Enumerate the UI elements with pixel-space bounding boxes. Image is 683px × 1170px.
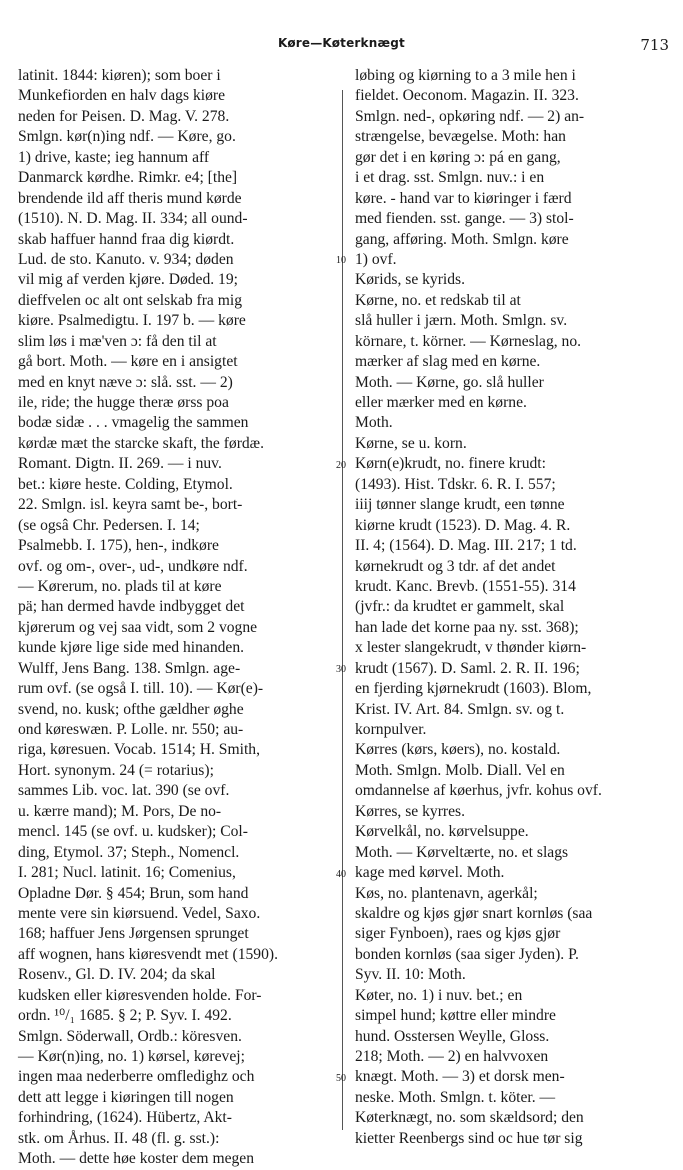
text-line: med fienden. sst. gange. — 3) stol- [355,210,574,228]
text-line: neden for Peisen. D. Mag. V. 278. [18,107,230,125]
line-number: 40 [336,868,346,880]
text-line: Syv. II. 10: Moth. [355,966,466,984]
text-line: Hort. synonym. 24 (= rotarius); [18,761,214,779]
text-line: Moth. — Kørveltærte, no. et slags [355,843,569,861]
text-line: Kørres (kørs, køers), no. kostald. [355,741,561,759]
line-number: 30 [336,664,346,676]
text-line: Kørres, se kyrres. [355,802,465,820]
text-line: ile, ride; the hugge theræ ørss poa [18,394,229,411]
text-line: Kørne, no. et redskab til at [355,291,521,309]
text-line: løbing og kiørning to a 3 mile hen i [355,67,576,84]
text-line: ingen maa nederberre omfledighz och [18,1068,255,1086]
text-line: slå huller i jærn. Moth. Smlgn. sv. [355,312,568,330]
left-column [18,66,336,1170]
line-number: 50 [336,1073,346,1085]
text-line: gå bort. Moth. — køre en i ansigtet [18,353,238,371]
text-line: — Kørerum, no. plads til at køre [18,577,222,595]
text-line: Kørids, se kyrids. [355,271,466,289]
text-line: pä; han dermed havde indbygget det [18,598,245,616]
text-line: kiørne krudt (1523). D. Mag. 4. R. [355,516,571,534]
text-line: bonden kornløs (saa siger Jyden). P. [355,945,579,963]
text-line: Krist. IV. Art. 84. Smlgn. sv. og t. [355,700,565,718]
text-line: kørdæ mæt the starcke skaft, the førdæ. [18,434,264,452]
text-line: omdannelse af køerhus, jvfr. kohus ovf. [355,782,602,800]
text-line: hund. Osstersen Weylle, Gloss. [355,1027,550,1045]
text-line: — Kør(n)ing, no. 1) kørsel, kørevej; [18,1048,245,1065]
text-line: siger Fynboen), raes og kjøs gjør [355,925,561,943]
line-number: 20 [336,459,346,471]
text-line: I. 281; Nucl. latinit. 16; Comenius, [18,864,236,882]
page-header [0,36,683,58]
text-line: kage med kørvel. Moth. [355,864,505,882]
text-line: mencl. 145 (se ovf. u. kudsker); Col- [18,823,248,841]
text-line: Munkefiorden en halv dags kiøre [18,87,225,105]
text-line: Wulff, Jens Bang. 138. Smlgn. age- [18,659,241,677]
text-line: kornpulver. [355,721,427,738]
text-line: Kørne, se u. korn. [355,434,467,452]
text-line: bet.: kiøre heste. Colding, Etymol. [18,475,233,493]
text-line: strængelse, bevægelse. Moth: han [355,128,566,146]
text-line: Smlgn. kør(n)ing ndf. — Køre, go. [18,128,236,146]
text-line: stk. om Århus. II. 48 (fl. g. sst.): [18,1129,220,1147]
text-line: fieldet. Oeconom. Magazin. II. 323. [355,87,579,105]
text-line: x lester slangekrudt, v thønder kiørn- [355,639,587,657]
text-line: Moth. Smlgn. Molb. Diall. Vel en [355,761,565,779]
text-line: Lud. de sto. Kanuto. v. 934; døden [18,250,234,268]
text-line: knægt. Moth. — 3) et dorsk men- [355,1068,565,1086]
text-line: (1493). Hist. Tdskr. 6. R. I. 557; [355,475,556,493]
text-line: Kørn(e)krudt, no. finere krudt: [355,455,546,473]
text-line: Kørvelkål, no. kørvelsuppe. [355,823,529,841]
text-line: gør det i en køring ɔ: pá en gang, [355,148,561,166]
text-line: kunde kjøre lige side med hinanden. [18,639,245,657]
text-line: mærker af slag med en kørne. [355,353,541,371]
text-line: skab haffuer hannd fraa dig kiørdt. [18,230,235,248]
text-line: gang, afføring. Moth. Smlgn. køre [355,230,569,248]
text-line: 168; haffuer Jens Jørgensen sprunget [18,925,249,943]
text-line: ond køreswæn. P. Lolle. nr. 550; au- [18,721,244,738]
text-line: eller mærker med en kørne. [355,394,527,411]
line-number: 10 [336,255,346,267]
text-line: dett att legge i kiøringen till nogen [18,1088,234,1106]
text-line: körnare, t. körner. — Kørneslag, no. [355,332,582,350]
text-line: vil mig af verden kjøre. Døded. 19; [18,271,238,289]
text-line: en fjerding kjørnekrudt (1603). Blom, [355,680,592,698]
right-column [355,66,671,1149]
text-line: rum ovf. (se også I. till. 10). — Kør(e)- [18,680,264,698]
text-line: forhindring, (1624). Hübertz, Akt- [18,1109,232,1127]
text-line: kørnekrudt og 3 tdr. af det andet [355,557,556,575]
text-line: Smlgn. Söderwall, Ordb.: köresven. [18,1027,242,1045]
text-line: latinit. 1844: kiøren); som boer i [18,67,221,84]
running-title: Køre—Køterknægt [278,36,405,50]
text-line: Rosenv., Gl. D. IV. 204; da skal [18,966,216,984]
text-line: ding, Etymol. 37; Steph., Nomencl. [18,843,240,861]
page-number: 713 [640,36,669,54]
column-divider [342,90,343,1130]
text-line: riga, køresuen. Vocab. 1514; H. Smith, [18,741,260,759]
text-line: Moth. — Kørne, go. slå huller [355,373,544,391]
text-line: kiøre. Psalmedigtu. I. 197 b. — køre [18,312,246,330]
text-line: krudt. Kanc. Brevb. (1551-55). 314 [355,577,576,595]
text-line: Smlgn. ned-, opkøring ndf. — 2) an- [355,107,585,125]
text-line: ovf. og om-, over-, ud-, undkøre ndf. [18,557,248,575]
text-line: neske. Moth. Smlgn. t. köter. — [355,1088,556,1106]
text-line: 1) drive, kaste; ieg hannum aff [18,148,210,166]
text-line: Moth. — dette høe koster dem megen [18,1150,255,1168]
text-line: (1510). N. D. Mag. II. 334; all ound- [18,210,248,228]
text-line: dieffvelen oc alt ont selskab fra mig [18,291,243,309]
text-line: 22. Smlgn. isl. keyra samt be-, bort- [18,496,243,514]
text-line: mente vere sin kiørsuend. Vedel, Saxo. [18,904,261,922]
text-line: kietter Reenbergs sind oc hue tør sig [355,1129,583,1147]
text-line: Psalmebb. I. 175), hen-, indkøre [18,537,219,555]
text-line: ordn. ¹⁰/₁ 1685. § 2; P. Syv. I. 492. [18,1007,232,1025]
text-line: Opladne Dør. § 454; Brun, som hand [18,884,249,902]
text-line: (se ogsâ Chr. Pedersen. I. 14; [18,516,200,534]
text-line: u. kærre mand); M. Pors, De no- [18,802,222,820]
text-line: 218; Moth. — 2) en halvvoxen [355,1048,549,1065]
text-line: krudt (1567). D. Saml. 2. R. II. 196; [355,659,580,677]
text-line: sammes Lib. voc. lat. 390 (se ovf. [18,782,230,800]
text-line: Danmarck kørdhe. Rimkr. e4; [the] [18,169,238,187]
text-line: brendende ild aff theris mund kørde [18,189,242,207]
text-line: kjørerum og vej saa vidt, som 2 vogne [18,618,258,636]
text-line: Køs, no. plantenavn, agerkål; [355,884,538,902]
text-line: i et drag. sst. Smlgn. nuv.: i en [355,169,545,187]
text-line: (jvfr.: da krudtet er gammelt, skal [355,598,565,616]
text-line: Køter, no. 1) i nuv. bet.; en [355,986,523,1004]
text-line: simpel hund; køttre eller mindre [355,1007,556,1025]
text-line: Køterknægt, no. som skældsord; den [355,1109,584,1127]
text-line: svend, no. kusk; ofthe gældher øghe [18,700,244,718]
text-line: skaldre og kjøs gjør snart kornløs (saa [355,904,593,922]
text-line: kudsken eller kiøresvenden holde. For- [18,986,262,1004]
text-line: bodæ sidæ . . . vmagelig the sammen [18,414,249,432]
text-line: han lade det korne paa ny. sst. 368); [355,618,579,636]
text-line: med en knyt næve ɔ: slå. sst. — 2) [18,373,233,391]
text-line: 1) ovf. [355,250,397,268]
text-line: køre. - hand var to kiøringer i færd [355,189,572,207]
text-line: slim løs i mæ'ven ɔ: få den til at [18,332,217,350]
text-line: Romant. Digtn. II. 269. — i nuv. [18,455,222,473]
text-line: iiij tønner slange krudt, een tønne [355,496,565,514]
text-line: Moth. [355,414,393,432]
text-line: aff wognen, hans kiøresvendt met (1590). [18,945,278,963]
text-line: II. 4; (1564). D. Mag. III. 217; 1 td. [355,537,577,555]
